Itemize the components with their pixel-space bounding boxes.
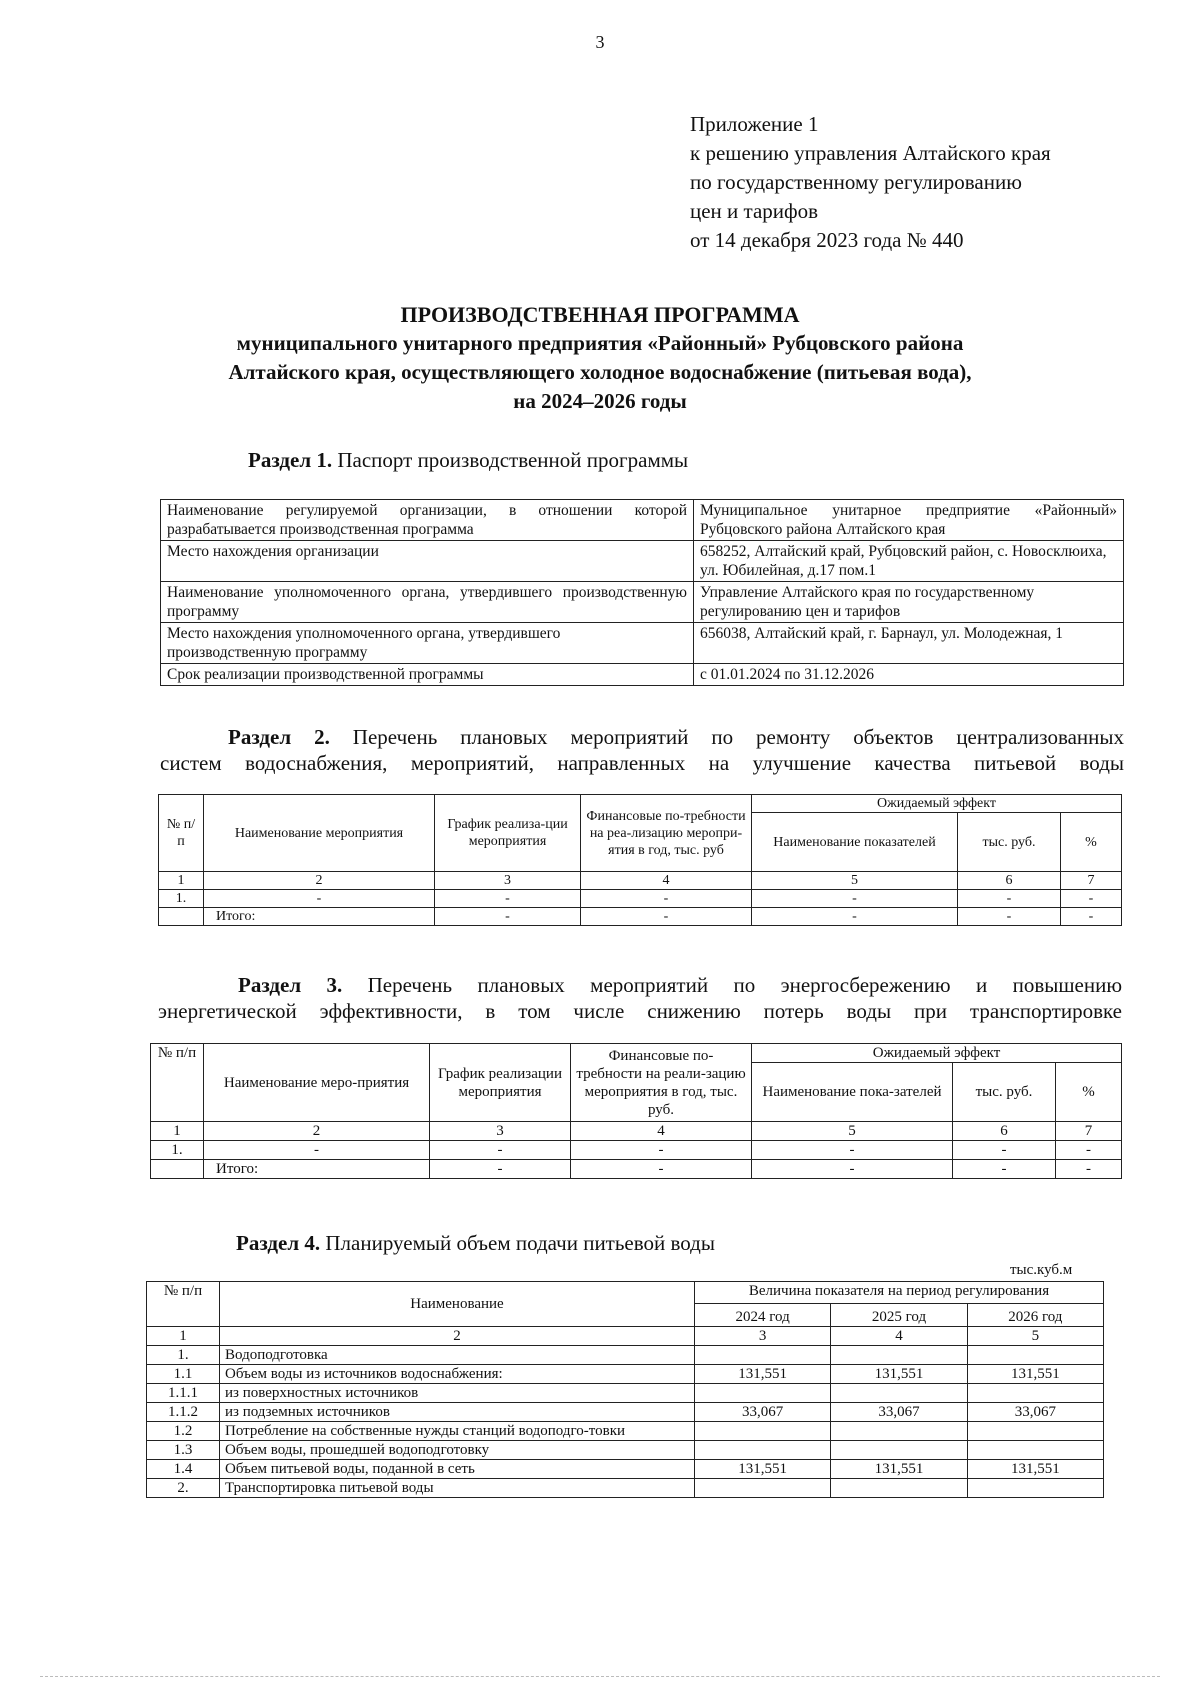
section2-heading bbox=[160, 724, 1124, 776]
cell bbox=[831, 1441, 967, 1460]
section1-label: Раздел 1. bbox=[248, 448, 333, 472]
cell: - bbox=[204, 890, 435, 908]
cell: - bbox=[430, 1160, 571, 1179]
cell: Объем питьевой воды, поданной в сеть bbox=[220, 1460, 695, 1479]
col-number: 3 bbox=[430, 1122, 571, 1141]
header-num: № п/п bbox=[147, 1282, 220, 1327]
passport-value: с 01.01.2024 по 31.12.2026 bbox=[694, 664, 1124, 686]
cell: Объем воды из источников водоснабжения: bbox=[220, 1365, 695, 1384]
table-row bbox=[147, 1460, 1104, 1479]
cell bbox=[967, 1384, 1103, 1403]
col-number: 1 bbox=[159, 872, 204, 890]
table-row bbox=[147, 1479, 1104, 1498]
table-row bbox=[151, 1122, 1122, 1141]
section3-heading bbox=[158, 972, 1122, 1024]
appendix-line: к решению управления Алтайского края bbox=[690, 141, 1051, 165]
table-row bbox=[151, 1160, 1122, 1179]
appendix-line: Приложение 1 bbox=[690, 112, 819, 136]
table-row bbox=[161, 541, 1124, 582]
cell: 1.1.1 bbox=[147, 1384, 220, 1403]
cell bbox=[967, 1346, 1103, 1365]
cell: 1. bbox=[159, 890, 204, 908]
cell: 33,067 bbox=[831, 1403, 967, 1422]
col-number: 5 bbox=[752, 872, 958, 890]
section3-label: Раздел 3. bbox=[238, 973, 343, 997]
table-row bbox=[159, 890, 1122, 908]
table-row bbox=[147, 1282, 1104, 1304]
section3-text-line1: Перечень плановых мероприятий по энергосбережению и повышению bbox=[367, 973, 1123, 997]
cell bbox=[831, 1479, 967, 1498]
cell: - bbox=[581, 908, 752, 926]
cell: 1.3 bbox=[147, 1441, 220, 1460]
passport-value: Управление Алтайского края по государственному регулированию цен и тарифов bbox=[694, 582, 1124, 623]
title-line: на 2024–2026 годы bbox=[513, 389, 687, 413]
scan-artifact-line bbox=[40, 1676, 1160, 1678]
cell: - bbox=[435, 908, 581, 926]
cell: - bbox=[204, 1141, 430, 1160]
title-line: Алтайского края, осуществляющего холодное водоснабжение (питьевая вода), bbox=[228, 360, 972, 384]
appendix-line: цен и тарифов bbox=[690, 199, 819, 223]
passport-table bbox=[160, 499, 1124, 686]
cell: - bbox=[435, 890, 581, 908]
passport-key: Место нахождения уполномоченного органа, утвердившего производственную программу bbox=[161, 623, 694, 664]
table-row bbox=[147, 1422, 1104, 1441]
col-number: 6 bbox=[958, 872, 1061, 890]
cell: 33,067 bbox=[967, 1403, 1103, 1422]
cell: 1. bbox=[151, 1141, 204, 1160]
header-period: Величина показателя на период регулирования bbox=[695, 1282, 1104, 1304]
header-num: № п/п bbox=[159, 795, 204, 872]
table-row bbox=[161, 623, 1124, 664]
cell: - bbox=[581, 890, 752, 908]
table-row bbox=[161, 500, 1124, 541]
cell: - bbox=[752, 1160, 953, 1179]
cell: - bbox=[1061, 890, 1122, 908]
cell: 1.1.2 bbox=[147, 1403, 220, 1422]
cell bbox=[967, 1441, 1103, 1460]
page-number: 3 bbox=[595, 32, 605, 52]
cell: - bbox=[430, 1141, 571, 1160]
cell: - bbox=[571, 1141, 752, 1160]
cell: Итого: bbox=[204, 1160, 430, 1179]
table-row bbox=[147, 1384, 1104, 1403]
header-finance: Финансовые по-требности на реали-зацию мероприятия в год, тыс. руб. bbox=[571, 1044, 752, 1122]
title-line: ПРОИЗВОДСТВЕННАЯ ПРОГРАММА bbox=[400, 302, 800, 327]
appendix-line: по государственному регулированию bbox=[690, 170, 1022, 194]
energy-measures-table bbox=[150, 1043, 1122, 1179]
col-number: 1 bbox=[147, 1327, 220, 1346]
col-number: 1 bbox=[151, 1122, 204, 1141]
section1-heading bbox=[248, 447, 688, 473]
cell: Транспортировка питьевой воды bbox=[220, 1479, 695, 1498]
cell: из поверхностных источников bbox=[220, 1384, 695, 1403]
section4-text: Планируемый объем подачи питьевой воды bbox=[325, 1231, 715, 1255]
table-row bbox=[161, 582, 1124, 623]
cell: - bbox=[953, 1141, 1056, 1160]
cell: 131,551 bbox=[967, 1460, 1103, 1479]
header-num: № п/п bbox=[151, 1044, 204, 1122]
section1-text: Паспорт производственной программы bbox=[337, 448, 689, 472]
cell: 131,551 bbox=[831, 1460, 967, 1479]
passport-key: Срок реализации производственной программы bbox=[161, 664, 694, 686]
section3-text-line2: энергетической эффективности, в том числе снижению потерь воды при транспортировке bbox=[158, 999, 1122, 1023]
section4-label: Раздел 4. bbox=[236, 1231, 321, 1255]
col-number: 5 bbox=[967, 1327, 1103, 1346]
cell bbox=[831, 1346, 967, 1365]
header-rub: тыс. руб. bbox=[953, 1063, 1056, 1122]
cell bbox=[695, 1441, 831, 1460]
table-row bbox=[159, 908, 1122, 926]
cell: - bbox=[752, 890, 958, 908]
cell: 131,551 bbox=[695, 1460, 831, 1479]
cell bbox=[967, 1479, 1103, 1498]
table-row bbox=[147, 1346, 1104, 1365]
col-number: 2 bbox=[204, 1122, 430, 1141]
header-effect: Ожидаемый эффект bbox=[752, 1044, 1122, 1063]
col-number: 2 bbox=[220, 1327, 695, 1346]
section2-text-line2: систем водоснабжения, мероприятий, направленных на улучшение качества питьевой воды bbox=[160, 751, 1124, 775]
cell bbox=[695, 1346, 831, 1365]
table-row bbox=[151, 1141, 1122, 1160]
col-number: 7 bbox=[1061, 872, 1122, 890]
header-year-2024: 2024 год bbox=[695, 1304, 831, 1327]
cell: - bbox=[571, 1160, 752, 1179]
appendix-line: от 14 декабря 2023 года № 440 bbox=[690, 228, 964, 252]
header-indicator: Наименование пока-зателей bbox=[752, 1063, 953, 1122]
cell: Потребление на собственные нужды станций водоподго-товки bbox=[220, 1422, 695, 1441]
passport-value: 658252, Алтайский край, Рубцовский район, с. Новосклюиха, ул. Юбилейная, д.17 пом.1 bbox=[694, 541, 1124, 582]
header-effect: Ожидаемый эффект bbox=[752, 795, 1122, 813]
cell: - bbox=[953, 1160, 1056, 1179]
passport-value: Муниципальное унитарное предприятие «Районный» Рубцовского района Алтайского края bbox=[694, 500, 1124, 541]
col-number: 4 bbox=[581, 872, 752, 890]
cell bbox=[831, 1422, 967, 1441]
cell: из подземных источников bbox=[220, 1403, 695, 1422]
passport-key: Наименование регулируемой организации, в отношении которой разрабатывается производственная программа bbox=[161, 500, 694, 541]
cell: - bbox=[752, 1141, 953, 1160]
cell: Водоподготовка bbox=[220, 1346, 695, 1365]
cell: 1.1 bbox=[147, 1365, 220, 1384]
appendix-block bbox=[690, 110, 1051, 255]
header-rub: тыс. руб. bbox=[958, 813, 1061, 872]
col-number: 2 bbox=[204, 872, 435, 890]
cell bbox=[695, 1479, 831, 1498]
unit-label: тыс.куб.м bbox=[1010, 1262, 1073, 1278]
cell: Объем воды, прошедшей водоподготовку bbox=[220, 1441, 695, 1460]
header-name: Наименование bbox=[220, 1282, 695, 1327]
header-schedule: График реализа-ции мероприятия bbox=[435, 795, 581, 872]
cell bbox=[695, 1384, 831, 1403]
header-name: Наименование мероприятия bbox=[204, 795, 435, 872]
header-schedule: График реализации мероприятия bbox=[430, 1044, 571, 1122]
table-row bbox=[151, 1044, 1122, 1063]
title-line: муниципального унитарного предприятия «Районный» Рубцовского района bbox=[236, 331, 964, 355]
cell bbox=[967, 1422, 1103, 1441]
cell: - bbox=[1061, 908, 1122, 926]
cell: 2. bbox=[147, 1479, 220, 1498]
col-number: 4 bbox=[831, 1327, 967, 1346]
repair-measures-table bbox=[158, 794, 1122, 926]
cell: - bbox=[958, 890, 1061, 908]
col-number: 5 bbox=[752, 1122, 953, 1141]
cell: 1.2 bbox=[147, 1422, 220, 1441]
col-number: 3 bbox=[435, 872, 581, 890]
water-volume-table bbox=[146, 1281, 1104, 1498]
cell: - bbox=[1056, 1141, 1122, 1160]
cell: - bbox=[752, 908, 958, 926]
cell: 131,551 bbox=[695, 1365, 831, 1384]
header-finance: Финансовые по-требности на реа-лизацию меропри-ятия в год, тыс. руб bbox=[581, 795, 752, 872]
passport-value: 656038, Алтайский край, г. Барнаул, ул. Молодежная, 1 bbox=[694, 623, 1124, 664]
passport-key: Наименование уполномоченного органа, утвердившего производственную программу bbox=[161, 582, 694, 623]
table-row bbox=[147, 1441, 1104, 1460]
cell bbox=[831, 1384, 967, 1403]
col-number: 4 bbox=[571, 1122, 752, 1141]
header-year-2025: 2025 год bbox=[831, 1304, 967, 1327]
col-number: 7 bbox=[1056, 1122, 1122, 1141]
section4-heading bbox=[236, 1230, 715, 1256]
cell: 33,067 bbox=[695, 1403, 831, 1422]
cell bbox=[151, 1160, 204, 1179]
table-row bbox=[147, 1403, 1104, 1422]
cell: Итого: bbox=[204, 908, 435, 926]
cell: 131,551 bbox=[831, 1365, 967, 1384]
cell: 131,551 bbox=[967, 1365, 1103, 1384]
table-row bbox=[161, 664, 1124, 686]
cell: 1. bbox=[147, 1346, 220, 1365]
passport-key: Место нахождения организации bbox=[161, 541, 694, 582]
cell bbox=[159, 908, 204, 926]
section2-text-line1: Перечень плановых мероприятий по ремонту объектов централизованных bbox=[352, 725, 1124, 749]
table-row bbox=[159, 795, 1122, 813]
col-number: 3 bbox=[695, 1327, 831, 1346]
section2-label: Раздел 2. bbox=[228, 725, 330, 749]
cell: 1.4 bbox=[147, 1460, 220, 1479]
table-row bbox=[147, 1365, 1104, 1384]
table-row bbox=[147, 1327, 1104, 1346]
header-name: Наименование меро-приятия bbox=[204, 1044, 430, 1122]
cell: - bbox=[958, 908, 1061, 926]
header-pct: % bbox=[1061, 813, 1122, 872]
col-number: 6 bbox=[953, 1122, 1056, 1141]
header-year-2026: 2026 год bbox=[967, 1304, 1103, 1327]
document-title bbox=[150, 300, 1050, 416]
header-indicator: Наименование показателей bbox=[752, 813, 958, 872]
cell bbox=[695, 1422, 831, 1441]
header-pct: % bbox=[1056, 1063, 1122, 1122]
cell: - bbox=[1056, 1160, 1122, 1179]
table-row bbox=[159, 872, 1122, 890]
